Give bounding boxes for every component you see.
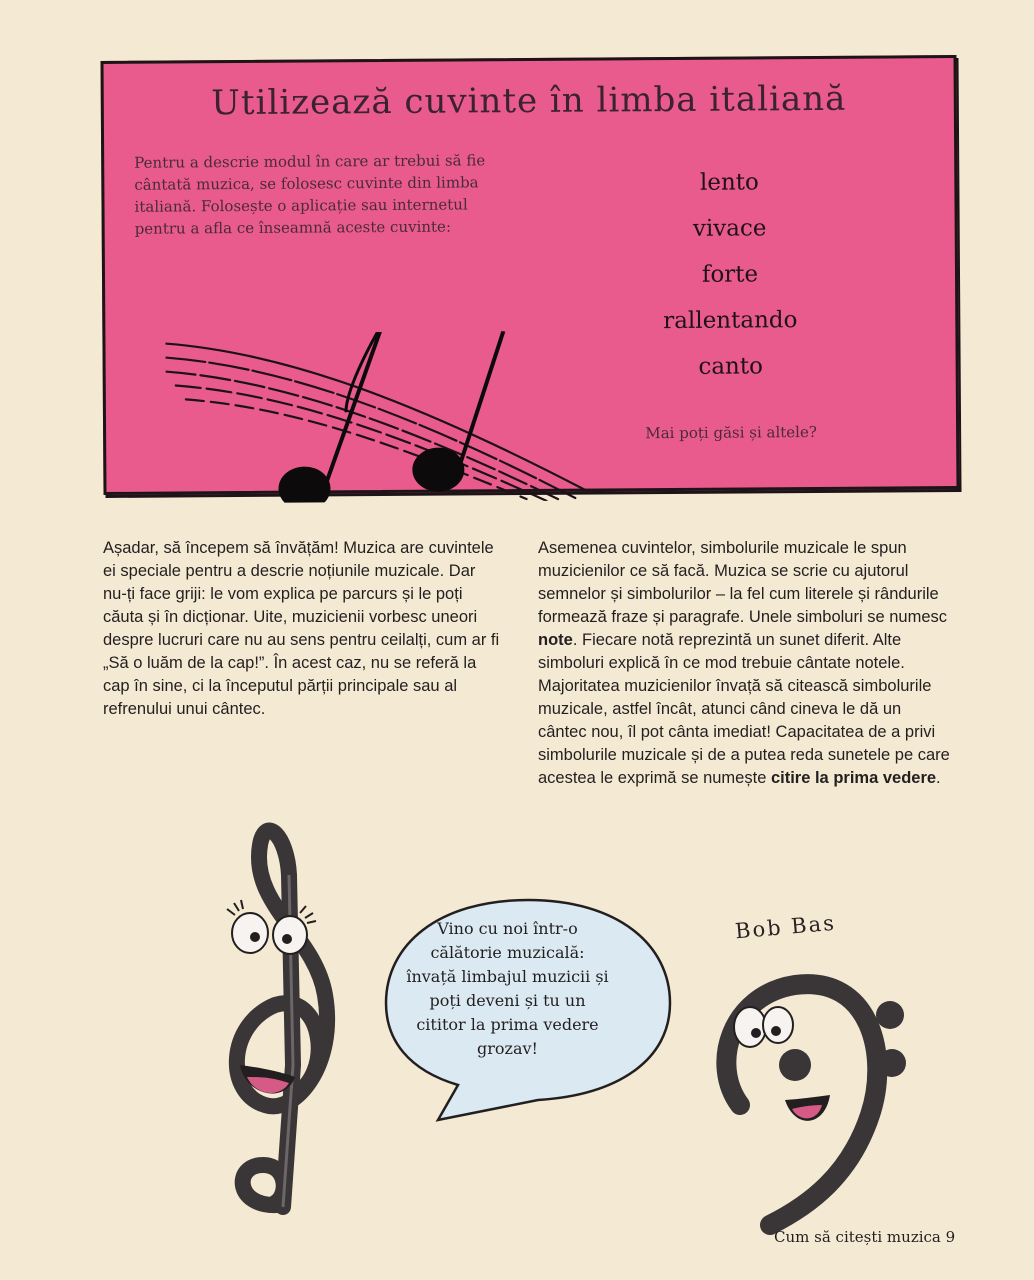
right-text-1: Asemenea cuvintelor, simbolurile muzicale le spun muzicienilor ce să facă. Muzica se scrie cu ajutorul semnelor și simbolurilor – la fel cum literele și rândurile formează fraze și paragrafe. Unele simboluri se numesc: [538, 539, 948, 626]
italian-words-box: [100, 55, 959, 495]
left-paragraph: Așadar, să începem să învățăm! Muzica are cuvintele ei speciale pentru a descrie noțiunile muzicale. Dar nu-ți face griji: le vom explica pe parcurs și le poți căuta și în dicționar. Uite, muzicienii vorbesc uneori despre lucruri care nu au sens pentru ceilalți, cum ar fi „Să o luăm de la cap!”. În acest caz, nu se referă la cap în sine, ci la începutul părții principale sau al refrenului unui cântec.: [103, 539, 500, 718]
right-paragraph: [538, 537, 950, 790]
eighth-notes-icon: [277, 331, 504, 504]
box-title: Utilizează cuvinte în limba italiană: [211, 78, 847, 124]
box-more-question: Mai poți găsi și altele?: [645, 423, 817, 443]
word-item: vivace: [692, 215, 767, 242]
left-column: [103, 537, 503, 721]
italian-words-list: [609, 159, 851, 391]
box-intro-text: Pentru a descrie modul în care ar trebui să fie cântată muzica, se folosesc cuvinte din limba italiană. Folosește o aplicație sau internetul pentru a afla ce înseamnă aceste cuvinte:: [134, 151, 486, 238]
word-item: canto: [698, 353, 763, 380]
right-column: [538, 537, 950, 790]
bass-clef-character-icon: [700, 955, 920, 1235]
term-note: note: [538, 631, 573, 649]
word-item: forte: [701, 261, 759, 288]
word-item: lento: [699, 169, 759, 196]
treble-clef-character-icon: [205, 815, 365, 1225]
right-text-3: .: [936, 769, 941, 787]
term-sight-reading: citire la prima vedere: [770, 769, 937, 787]
music-staff-icon: [165, 331, 586, 504]
right-text-2: . Fiecare notă reprezintă un sunet diferit. Alte simboluri explică în ce mod trebuie cântate notele. Majoritatea muzicienilor învață să citească simbolurile muzicale, astfel încât, atunci când cineva le dă un cântec nou, îl pot cânta imediat! Capacitatea de a privi simbolurile muzicale și de a putea reda sunetele pe care acestea le exprimă se numește: [538, 631, 950, 787]
word-item: rallentando: [663, 307, 798, 335]
page-footer: Cum să citești muzica 9: [774, 1228, 956, 1246]
bubble-text: Vino cu noi într-o călătorie muzicală: învață limbajul muzicii și poți deveni și tu un cititor la prima vedere grozav!: [406, 919, 609, 1058]
bob-bas-label: Bob Bas: [734, 910, 837, 944]
